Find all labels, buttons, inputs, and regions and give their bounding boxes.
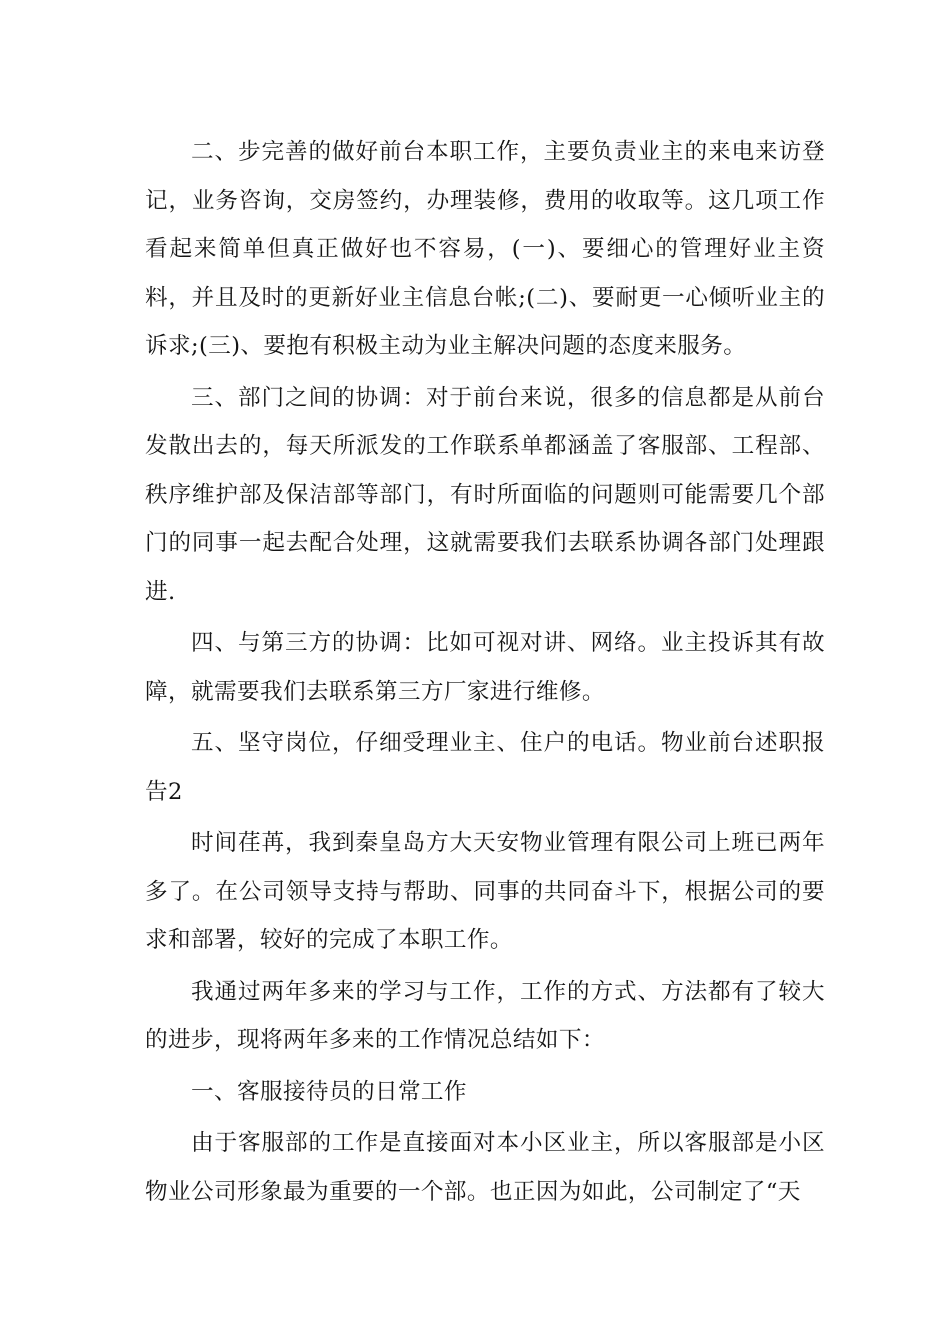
paragraph-time-flies: 时间荏苒，我到秦皇岛方大天安物业管理有限公司上班已两年多了。在公司领导支持与帮助、同事的共同奋斗下，根据公司的要求和部署，较好的完成了本职工作。 [145,830,825,953]
section-heading-daily-work: 一、客服接待员的日常工作 [191,1078,467,1105]
paragraph-summary-intro: 我通过两年多来的学习与工作，工作的方式、方法都有了较大的进步，现将两年多来的工作情况总结如下： [145,978,825,1053]
paragraph-customer-service: 由于客服部的工作是直接面对本小区业主，所以客服部是小区物业公司形象最为重要的一个部。也正因为如此，公司制定了“天 [145,1130,825,1205]
paragraph-stay-at-post: 五、坚守岗位，仔细受理业主、住户的电话。物业前台述职报告2 [145,730,825,805]
paragraph-department-coordination: 三、部门之间的协调：对于前台来说，很多的信息都是从前台发散出去的，每天所派发的工作联系单都涵盖了客服部、工程部、秩序维护部及保洁部等部门，有时所面临的问题则可能需要几个部门的同事一起去配合处理，这就需要我们去联系协调各部门处理跟进. [145,384,825,605]
document-body [145,128,825,1219]
paragraph-front-desk-duties: 二、步完善的做好前台本职工作，主要负责业主的来电来访登记，业务咨询，交房签约，办理装修，费用的收取等。这几项工作看起来简单但真正做好也不容易，(一)、要细心的管理好业主资料，并且及时的更新好业主信息台帐;(二)、要耐更一心倾听业主的诉求;(三)、要抱有积极主动为业主解决问题的态度来服务。 [145,139,825,359]
paragraph-third-party-coordination: 四、与第三方的协调：比如可视对讲、网络。业主投诉其有故障，就需要我们去联系第三方厂家进行维修。 [145,630,825,705]
